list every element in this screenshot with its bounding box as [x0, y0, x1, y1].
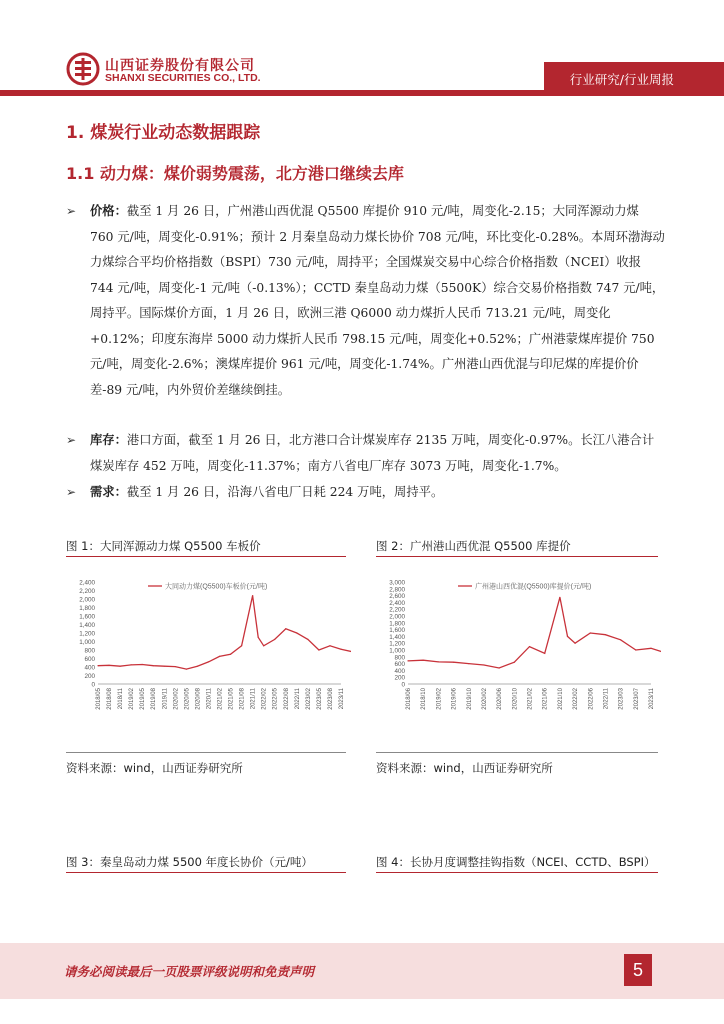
figure-4-title: 图 4：长协月度调整挂钩指数（NCEI、CCTD、BSPI）: [376, 855, 656, 869]
data-point: [258, 637, 259, 638]
x-tick-label: 2021/02: [527, 688, 534, 710]
bullet-text: 截至 1 月 26 日，沿海八省电厂日耗 224 万吨，周持平。: [126, 485, 444, 499]
report-type-tab: [544, 62, 724, 96]
x-tick-label: 2019/10: [466, 688, 473, 710]
figure-1-title-rule: [66, 556, 346, 557]
figure-1-source: 资料来源：wind，山西证券研究所: [66, 761, 243, 775]
bullet-label: 需求：: [90, 485, 127, 499]
x-tick-label: 2019/11: [162, 688, 169, 710]
y-tick-label: 1,400: [79, 622, 95, 629]
x-tick-label: 2022/08: [283, 688, 290, 710]
figure-1-title: 图 1：大同浑源动力煤 Q5500 车板价: [66, 539, 261, 553]
data-point: [590, 632, 591, 633]
y-tick-label: 3,000: [389, 579, 405, 587]
x-tick-label: 2020/02: [173, 688, 180, 710]
company-logo-icon: [66, 52, 100, 86]
x-tick-label: 2022/06: [588, 688, 595, 710]
figure-3-title: 图 3：秦皇岛动力煤 5500 年度长协价（元/吨）: [66, 855, 313, 869]
data-point: [175, 666, 176, 667]
bullet-text: 港口方面，截至 1 月 26 日，北方港口合计煤炭库存 2135 万吨，周变化-0.97%。长江八港合计煤炭库存 452 万吨，周变化-11.37%；南方八省电厂库存 3073 万吨，周变化-1.7%。: [90, 433, 655, 473]
data-point: [620, 639, 621, 640]
y-tick-label: 2,000: [79, 596, 95, 604]
data-point: [605, 634, 606, 635]
data-point: [153, 665, 154, 666]
chart-datong-coal-price: [66, 572, 351, 744]
x-tick-label: 2018/11: [118, 688, 125, 710]
y-tick-label: 400: [84, 664, 95, 672]
x-tick-label: 2023/05: [316, 688, 323, 710]
data-point: [567, 636, 568, 637]
data-point: [499, 667, 500, 668]
y-tick-label: 2,400: [389, 599, 405, 607]
x-tick-label: 2019/06: [451, 688, 458, 710]
data-point: [635, 649, 636, 650]
data-point: [197, 666, 198, 667]
y-tick-label: 1,200: [79, 630, 95, 638]
data-point: [131, 664, 132, 665]
data-point: [285, 628, 286, 629]
y-tick-label: 1,600: [389, 627, 405, 635]
x-tick-label: 2023/02: [305, 688, 312, 710]
arrow-bullet-icon: ➢: [66, 204, 77, 218]
data-point: [423, 660, 424, 661]
report-type-label: 行业研究/行业周报: [569, 72, 674, 87]
data-point: [108, 665, 109, 666]
y-tick-label: 400: [394, 667, 405, 675]
chart-guangzhou-coal-price: [376, 572, 661, 744]
figure-2-bottom-rule: [376, 752, 658, 753]
y-tick-label: 1,000: [389, 647, 405, 655]
figure-4-title-rule: [376, 872, 658, 873]
data-point: [164, 666, 165, 667]
y-tick-label: 200: [394, 674, 405, 682]
series-line: [98, 596, 351, 670]
data-point: [252, 595, 253, 596]
data-point: [574, 643, 575, 644]
bullet-label: 库存：: [90, 433, 127, 447]
x-tick-label: 2021/08: [239, 688, 246, 710]
y-tick-label: 2,000: [389, 613, 405, 621]
x-tick-label: 2023/07: [633, 688, 640, 710]
x-tick-label: 2022/11: [294, 688, 301, 710]
data-point: [274, 639, 275, 640]
data-point: [438, 661, 439, 662]
x-tick-label: 2020/06: [497, 688, 504, 710]
y-tick-label: 600: [394, 661, 405, 669]
data-point: [529, 646, 530, 647]
subsection-title: 1.1 动力煤：煤价弱势震荡，北方港口继续去库: [66, 164, 404, 183]
y-tick-label: 2,200: [79, 588, 95, 595]
x-tick-label: 2022/02: [261, 688, 268, 710]
y-tick-label: 0: [91, 681, 95, 689]
y-tick-label: 200: [84, 673, 95, 680]
data-point: [318, 649, 319, 650]
data-point: [142, 664, 143, 665]
arrow-bullet-icon: ➢: [66, 433, 77, 447]
y-tick-label: 1,000: [79, 639, 95, 646]
figure-1-bottom-rule: [66, 752, 346, 753]
y-tick-label: 1,600: [79, 613, 95, 621]
x-tick-label: 2020/08: [195, 688, 202, 710]
x-tick-label: 2019/05: [140, 688, 147, 710]
data-point: [340, 649, 341, 650]
x-tick-label: 2018/05: [96, 688, 102, 710]
x-tick-label: 2021/10: [557, 688, 564, 710]
y-tick-label: 2,800: [389, 586, 405, 594]
legend-label: 广州港山西优混(Q5500)库提价(元/吨): [475, 583, 592, 591]
y-tick-label: 800: [394, 654, 405, 662]
y-tick-label: 600: [84, 656, 95, 663]
x-tick-label: 2022/11: [603, 688, 610, 710]
x-tick-label: 2021/11: [250, 688, 257, 710]
data-point: [119, 666, 120, 667]
data-point: [407, 660, 408, 661]
y-tick-label: 1,400: [389, 633, 405, 641]
x-tick-label: 2018/06: [406, 688, 412, 710]
x-tick-label: 2019/08: [151, 688, 158, 710]
data-point: [650, 648, 651, 649]
y-tick-label: 1,800: [79, 605, 95, 612]
x-tick-label: 2019/02: [129, 688, 136, 710]
bullet-text: 截至 1 月 26 日，广州港山西优混 Q5500 库提价 910 元/吨，周变化-2.15；大同浑源动力煤 760 元/吨，周变化-0.91%；预计 2 月秦皇岛动力煤长协价 708 元/吨，环比变化-0.28%。本周环渤海动力煤综合平均价格指数（BSPI）730 元/吨，周持平；全国煤炭交易中心综合价格指数（NCEI）收报 744 元/吨，周变化-1 元/吨（-0.13%）；CCTD 秦皇岛动力煤（5500K）综合交易价格指数 747 元/吨，周持平。国际煤价方面，1 月 26 日，欧洲三港 Q6000 动力煤折人民币 713.21 元/吨，周变化+0.12%；印度东海岸 5000 动力煤折人民币 798.15 元/吨，周变化+0.52%；广州港蒙煤库提价 750 元/吨，周变化-2.6%；澳煤库提价 961 元/吨，周变化-1.74%。广州港山西优混与印尼煤的库提价价差-89 元/吨，内外贸价差继续倒挂。: [90, 204, 665, 397]
data-point: [329, 645, 330, 646]
figure-2-source: 资料来源：wind，山西证券研究所: [376, 761, 553, 775]
figure-2-title-rule: [376, 556, 658, 557]
y-tick-label: 1,800: [389, 620, 405, 628]
company-name-cn: 山西证券股份有限公司: [105, 58, 255, 74]
bullet-inventory: [66, 428, 666, 479]
x-tick-label: 2022/05: [272, 688, 279, 710]
figure-2-title: 图 2：广州港山西优混 Q5500 库提价: [376, 539, 571, 553]
series-line: [408, 597, 661, 668]
y-tick-label: 2,200: [389, 606, 405, 614]
page-header: [0, 0, 724, 100]
figure-3-title-rule: [66, 872, 346, 873]
data-point: [263, 645, 264, 646]
y-tick-label: 800: [84, 647, 95, 655]
x-tick-label: 2018/08: [107, 688, 114, 710]
data-point: [208, 661, 209, 662]
disclaimer-text: 请务必阅读最后一页股票评级说明和免责声明: [64, 964, 315, 979]
x-tick-label: 2020/10: [512, 688, 519, 710]
x-tick-label: 2020/02: [481, 688, 488, 710]
y-tick-label: 1,200: [389, 640, 405, 648]
data-point: [544, 653, 545, 654]
data-point: [514, 662, 515, 663]
data-point: [307, 639, 308, 640]
x-tick-label: 2022/02: [573, 688, 580, 710]
bullet-label: 价格：: [90, 204, 127, 218]
x-tick-label: 2021/06: [542, 688, 549, 710]
data-point: [296, 632, 297, 633]
page-number: 5: [624, 954, 652, 986]
x-tick-label: 2023/11: [649, 688, 655, 710]
x-tick-label: 2023/11: [339, 688, 345, 710]
bullet-price: [66, 199, 666, 403]
arrow-bullet-icon: ➢: [66, 485, 77, 499]
x-tick-label: 2018/10: [421, 688, 428, 710]
company-name-en: SHANXI SECURITIES CO., LTD.: [105, 72, 261, 84]
x-tick-label: 2023/03: [618, 688, 625, 710]
x-tick-label: 2020/05: [184, 688, 191, 710]
y-tick-label: 2,400: [79, 579, 95, 587]
bullet-demand: [66, 480, 666, 506]
y-tick-label: 2,600: [389, 593, 405, 601]
data-point: [453, 662, 454, 663]
section-title: 1. 煤炭行业动态数据跟踪: [66, 123, 261, 143]
x-tick-label: 2021/02: [217, 688, 224, 710]
data-point: [97, 665, 98, 666]
data-point: [230, 654, 231, 655]
data-point: [219, 656, 220, 657]
data-point: [483, 664, 484, 665]
x-tick-label: 2023/08: [327, 688, 334, 710]
data-point: [186, 669, 187, 670]
legend-label: 大同动力煤(Q5500)车板价(元/吨): [165, 583, 268, 591]
y-tick-label: 0: [401, 681, 405, 689]
x-tick-label: 2020/11: [206, 688, 213, 710]
x-tick-label: 2021/05: [228, 688, 235, 710]
data-point: [468, 663, 469, 664]
x-tick-label: 2019/02: [436, 688, 443, 710]
data-point: [559, 597, 560, 598]
data-point: [241, 645, 242, 646]
